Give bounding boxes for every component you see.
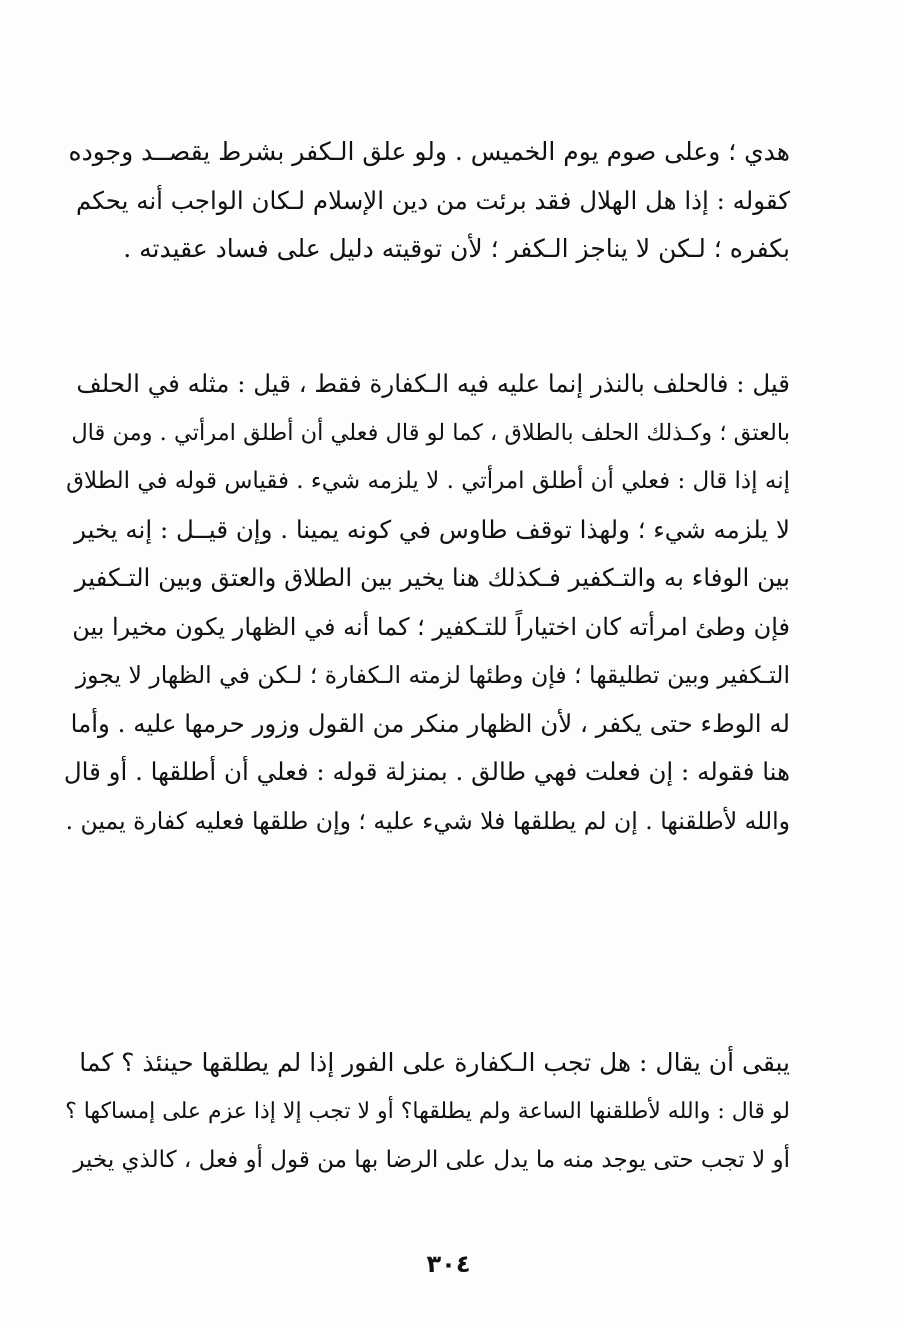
text-line: بين الوفاء به والتـكفير فـكذلك هنا يخير بين الطلاق والعتق وبين التـكفير	[74, 563, 790, 592]
text-line: التـكفير وبين تطليقها ؛ فإن وطئها لزمته الـكفارة ؛ لـكن في الظهار لا يجوز	[75, 661, 790, 689]
text-line: بالعتق ؛ وكـذلك الحلف بالطلاق ، كما لو قال فعلي أن أطلق امرأتي . ومن قال	[71, 419, 790, 446]
paragraph-3	[64, 1039, 790, 1185]
text-line: لو قال : والله لأطلقنها الساعة ولم يطلقها؟ أو لا تجب إلا إذا عزم على إمساكها ؟	[65, 1098, 790, 1124]
text-line: كقوله : إذا هل الهلال فقد برئت من دين الإسلام لـكان الواجب أنه يحكم	[75, 185, 790, 215]
text-line: هدي ؛ وعلى صوم يوم الخميس . ولو علق الـكفر بشرط يقصــد وجوده	[68, 137, 790, 166]
text-line: هنا فقوله : إن فعلت فهي طالق . بمنزلة قوله : فعلي أن أطلقها . أو قال	[64, 757, 790, 786]
text-line: يبقى أن يقال : هل تجب الـكفارة على الفور إذا لم يطلقها حينئذ ؟ كما	[79, 1048, 790, 1077]
paragraph-2	[64, 360, 790, 845]
text-line: قيل : فالحلف بالنذر إنما عليه فيه الـكفارة فقط ، قيل : مثله في الحلف	[76, 369, 790, 398]
text-line: له الوطء حتى يكفر ، لأن الظهار منكر من القول وزور حرمها عليه . وأما	[70, 708, 790, 738]
page-number: ٣٠٤	[426, 1250, 471, 1278]
text-line: إنه إذا قال : فعلي أن أطلق امرأتي . لا يلزمه شيء . فقياس قوله في الطلاق	[66, 468, 790, 494]
text-line: أو لا تجب حتى يوجد منه ما يدل على الرضا بها من قول أو فعل ، كالذي يخير	[73, 1147, 790, 1173]
text-line: فإن وطئ امرأته كان اختياراً للتـكفير ؛ كما أنه في الظهار يكون مخيرا بين	[72, 612, 790, 641]
text-line: لا يلزمه شيء ؛ ولهذا توقف طاوس في كونه يمينا . وإن قيــل : إنه يخير	[74, 514, 790, 544]
paragraph-1	[64, 128, 790, 274]
text-line: والله لأطلقنها . إن لم يطلقها فلا شيء عليه ؛ وإن طلقها فعليه كفارة يمين .	[65, 806, 790, 835]
text-line: بكفره ؛ لـكن لا يناجز الـكفر ؛ لأن توقيته دليل على فساد عقيدته .	[123, 234, 790, 263]
